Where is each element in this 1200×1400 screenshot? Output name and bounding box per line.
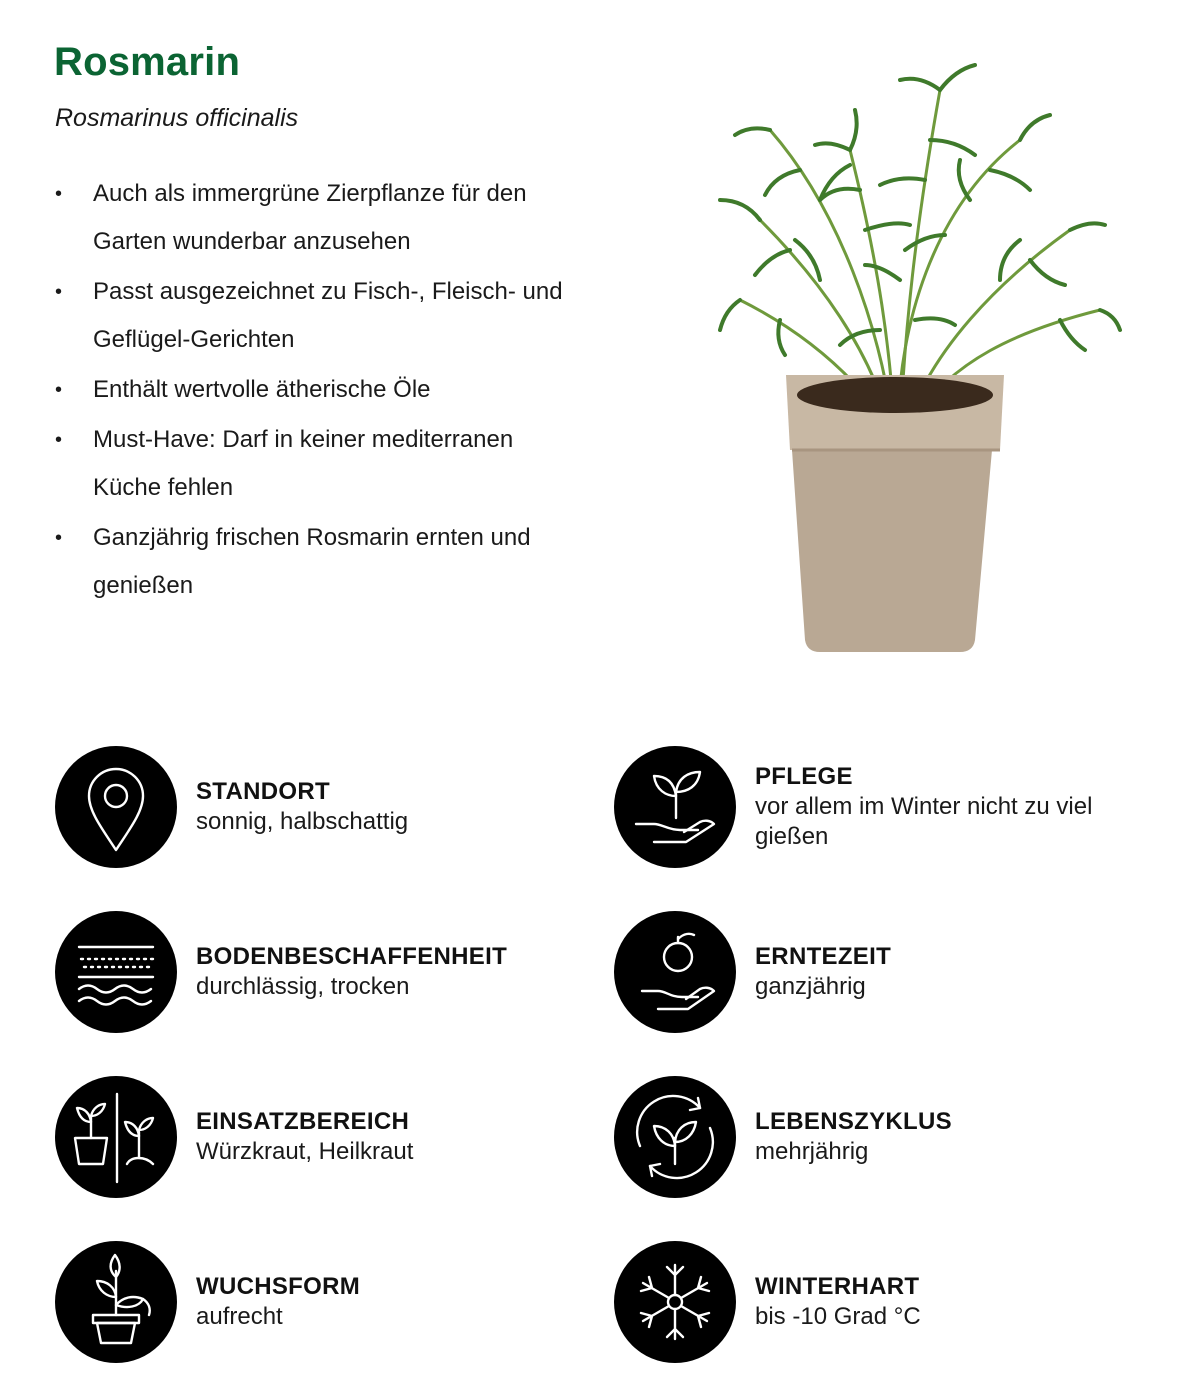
feature-bullet-list	[55, 170, 575, 612]
hand-seedling-icon	[614, 746, 736, 868]
rosemary-plant-image	[700, 30, 1130, 670]
location-pin-icon	[55, 746, 177, 868]
feature-title: LEBENSZYKLUS	[755, 1108, 952, 1135]
list-item	[55, 366, 575, 414]
bullet-icon: •	[55, 429, 63, 451]
feature-title: STANDORT	[196, 778, 330, 805]
feature-einsatzbereich	[55, 1076, 575, 1200]
bullet-text: Enthält wertvolle ätherische Öle	[93, 376, 431, 403]
feature-title: WUCHSFORM	[196, 1273, 361, 1300]
feature-description: vor allem im Winter nicht zu viel gießen	[755, 793, 1093, 850]
list-item	[55, 514, 575, 610]
bullet-icon: •	[55, 183, 63, 205]
latin-name: Rosmarinus officinalis	[55, 104, 299, 132]
page-title: Rosmarin	[54, 40, 241, 84]
bullet-icon: •	[55, 527, 63, 549]
feature-title: EINSATZBEREICH	[196, 1108, 410, 1135]
pot-and-ground-plant-icon	[55, 1076, 177, 1198]
feature-title: PFLEGE	[755, 763, 853, 790]
feature-lebenszyklus	[614, 1076, 1134, 1200]
bullet-icon: •	[55, 281, 63, 303]
list-item	[55, 268, 575, 364]
soil-layers-icon	[55, 911, 177, 1033]
potted-plant-icon	[55, 1241, 177, 1363]
bullet-icon: •	[55, 379, 63, 401]
feature-description: durchlässig, trocken	[196, 973, 410, 1000]
bullet-text: Must-Have: Darf in keiner mediterranen Küche fehlen	[93, 426, 514, 501]
feature-title: WINTERHART	[755, 1273, 920, 1300]
hand-fruit-icon	[614, 911, 736, 1033]
feature-winterhart	[614, 1241, 1134, 1365]
feature-description: bis -10 Grad °C	[755, 1303, 921, 1330]
list-item	[55, 170, 575, 266]
bullet-text: Ganzjährig frischen Rosmarin ernten und genießen	[93, 524, 531, 599]
feature-description: mehrjährig	[755, 1138, 869, 1165]
feature-wuchsform	[55, 1241, 575, 1365]
bullet-text: Passt ausgezeichnet zu Fisch-, Fleisch- und Geflügel-Gerichten	[93, 278, 563, 353]
list-item	[55, 416, 575, 512]
feature-description: Würzkraut, Heilkraut	[196, 1138, 414, 1165]
leaf-cycle-icon	[614, 1076, 736, 1198]
feature-bodenbeschaffenheit	[55, 911, 575, 1035]
feature-description: aufrecht	[196, 1303, 283, 1330]
feature-description: ganzjährig	[755, 973, 866, 1000]
feature-pflege	[614, 746, 1134, 870]
feature-title: ERNTEZEIT	[755, 943, 892, 970]
feature-description: sonnig, halbschattig	[196, 808, 409, 835]
feature-erntezeit	[614, 911, 1134, 1035]
feature-standort	[55, 746, 575, 870]
feature-title: BODENBESCHAFFENHEIT	[196, 943, 508, 970]
bullet-text: Auch als immergrüne Zierpflanze für den Garten wunderbar anzusehen	[93, 180, 527, 255]
snowflake-icon	[614, 1241, 736, 1363]
